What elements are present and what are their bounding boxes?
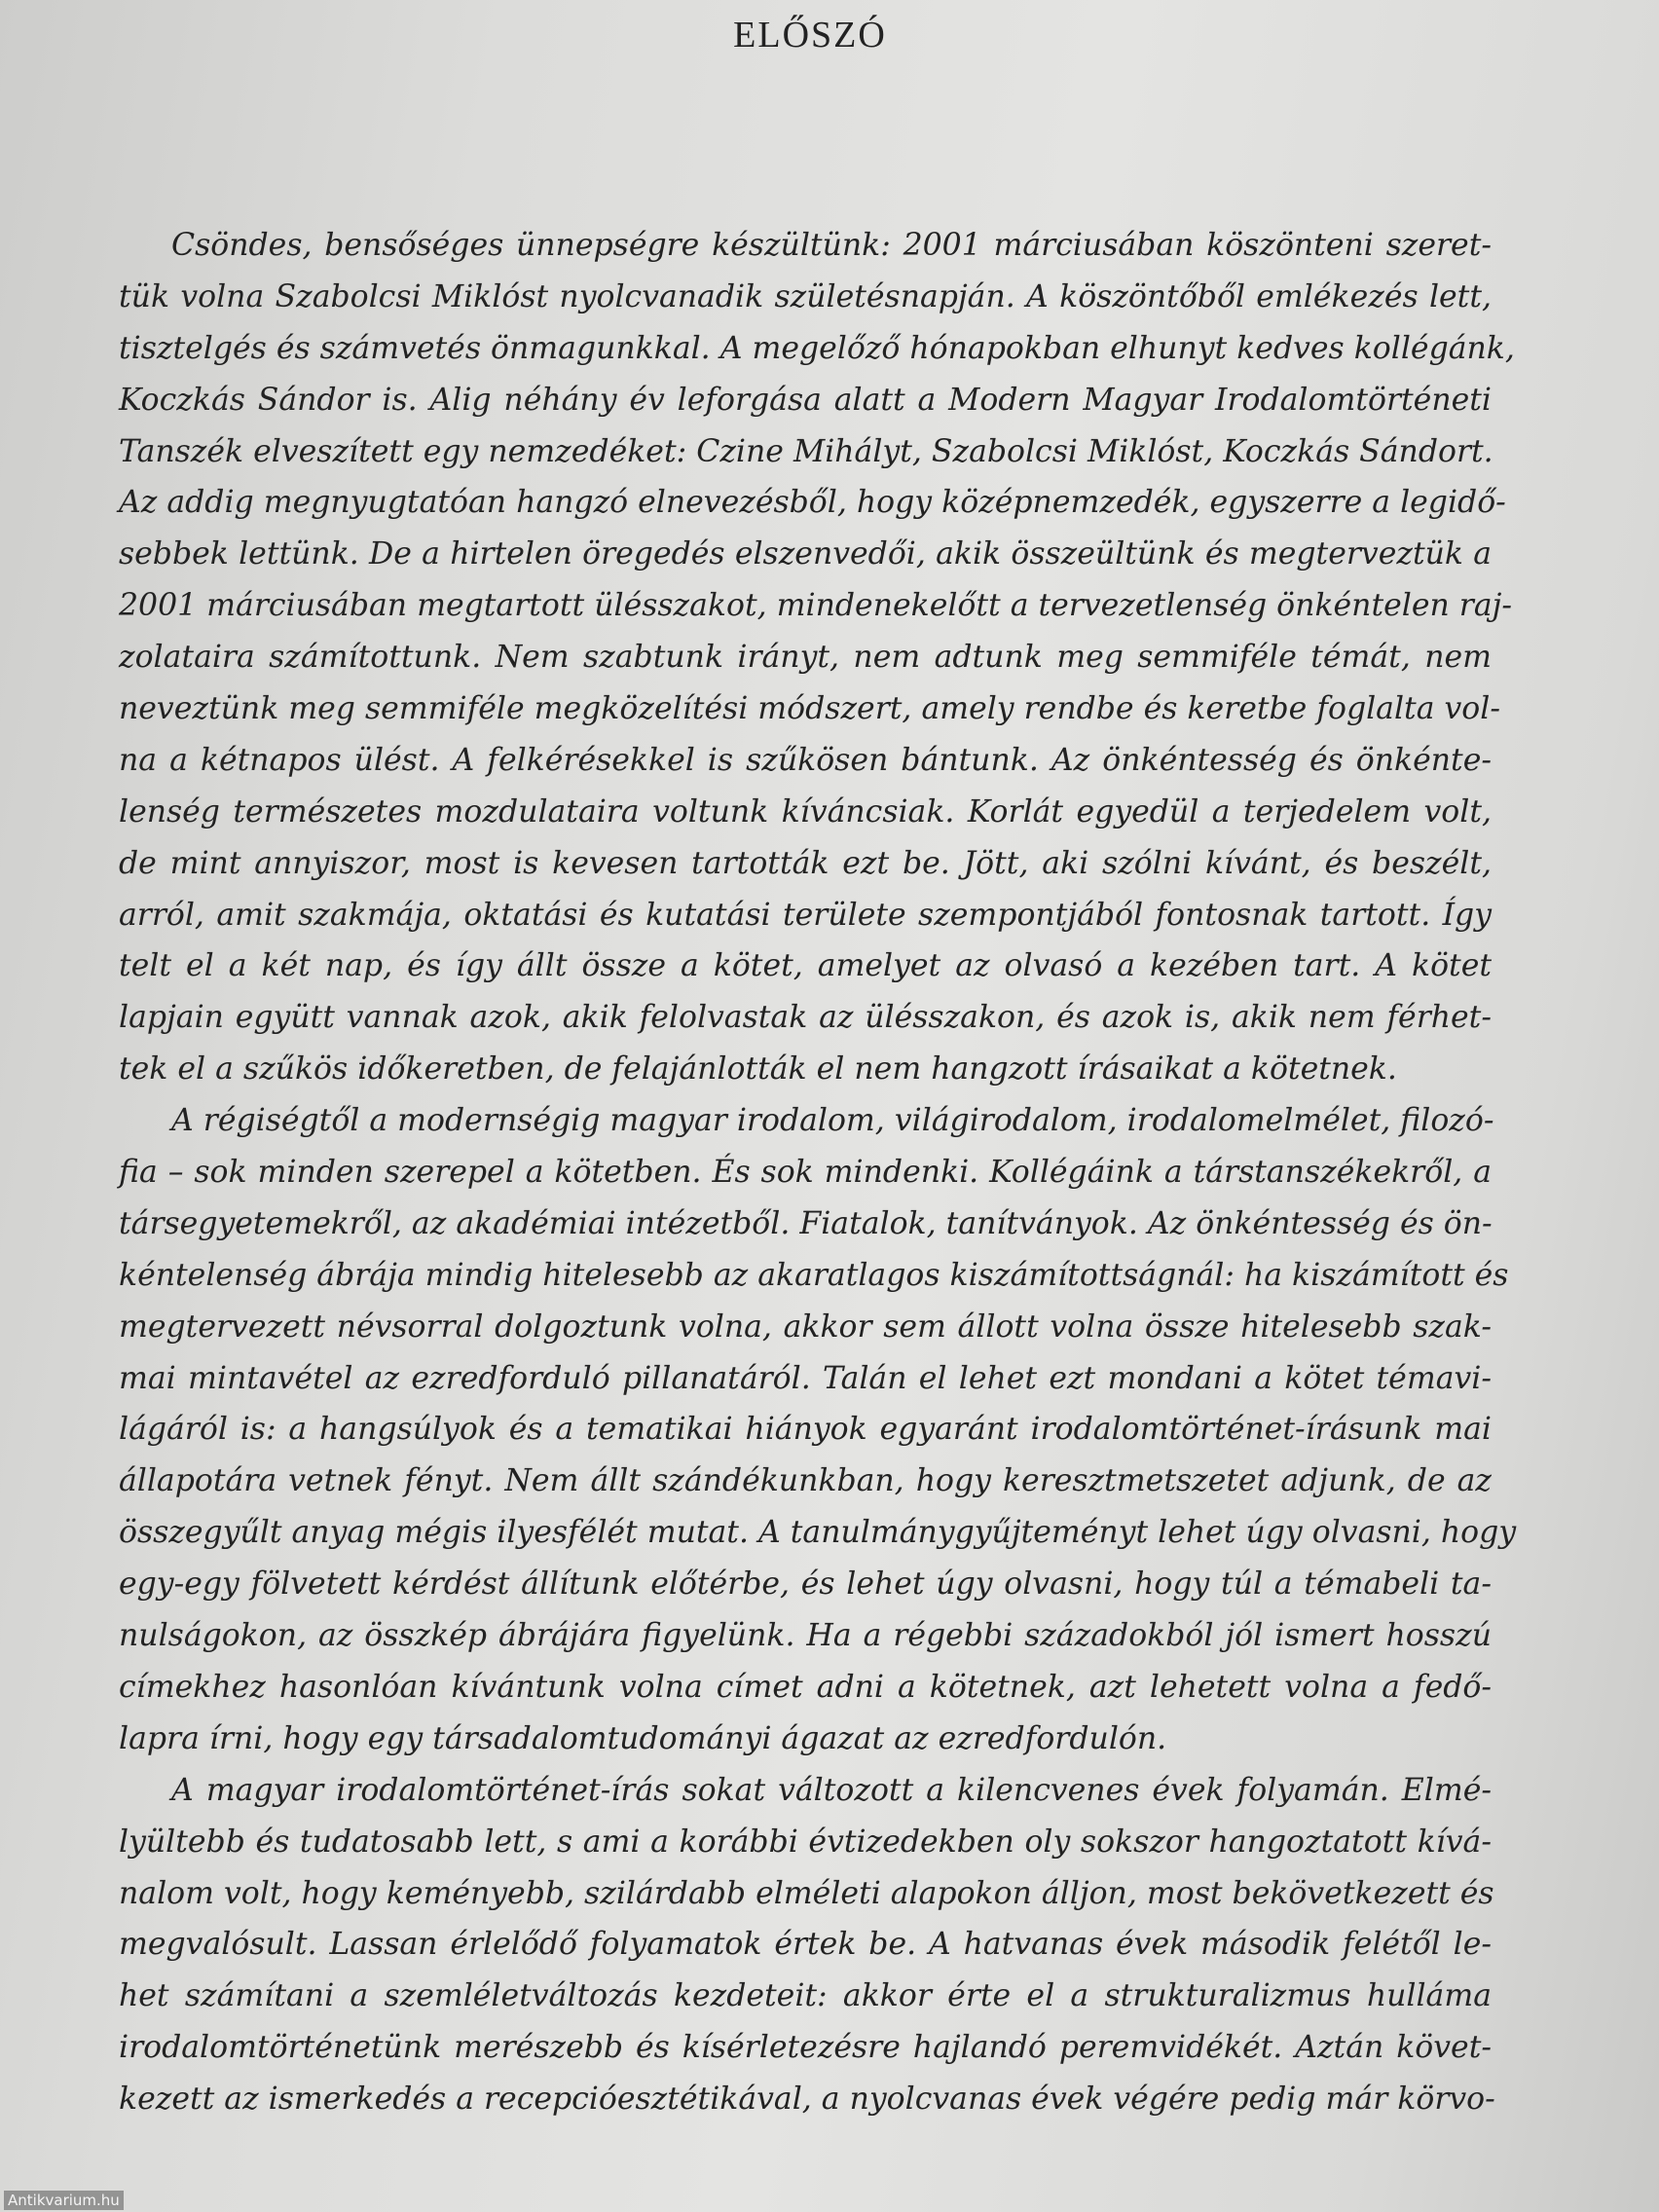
text-line: irodalomtörténetünk merészebb és kísérletezésre hajlandó peremvidékét. Aztán követ- bbox=[119, 2030, 1492, 2066]
text-line: Koczkás Sándor is. Alig néhány év leforgása alatt a Modern Magyar Irodalomtörténeti bbox=[119, 382, 1492, 418]
text-line: neveztünk meg semmiféle megközelítési módszert, amely rendbe és keretbe foglalta vol- bbox=[119, 691, 1500, 727]
text-line: mai mintavétel az ezredforduló pillanatáról. Talán el lehet ezt mondani a kötet témavi- bbox=[119, 1360, 1492, 1396]
text-line: társegyetemekről, az akadémiai intézetből. Fiatalok, tanítványok. Az önkéntesség és ön- bbox=[119, 1205, 1493, 1241]
text-line: kéntelenség ábrája mindig hitelesebb az akaratlagos kiszámítottságnál: ha kiszámított és bbox=[119, 1257, 1509, 1293]
text-line: A magyar irodalomtörténet-írás sokat változott a kilencvenes évek folyamán. Elmé- bbox=[171, 1772, 1492, 1808]
paragraph bbox=[119, 220, 1515, 1095]
text-line: tisztelgés és számvetés önmagunkkal. A megelőző hónapokban elhunyt kedves kollégánk, bbox=[119, 330, 1515, 366]
text-line: nalom volt, hogy keményebb, szilárdabb elméleti alapokon álljon, most bekövetkezett és bbox=[119, 1875, 1494, 1911]
text-line: megtervezett névsorral dolgoztunk volna, akkor sem állott volna össze hitelesebb szak- bbox=[119, 1309, 1492, 1345]
text-line: tük volna Szabolcsi Miklóst nyolcvanadik születésnapján. A köszöntőből emlékezés lett, bbox=[119, 278, 1492, 314]
text-line: A régiségtől a modernségig magyar irodalom, világirodalom, irodalomelmélet, filozó- bbox=[171, 1103, 1494, 1139]
text-line: sebbek lettünk. De a hirtelen öregedés elszenvedői, akik összeültünk és megterveztük a bbox=[119, 536, 1492, 572]
text-line: na a kétnapos ülést. A felkérésekkel is szűkösen bántunk. Az önkéntesség és önkénte- bbox=[119, 742, 1492, 778]
paragraph bbox=[119, 1095, 1517, 1765]
text-line: címekhez hasonlóan kívántunk volna címet adni a kötetnek, azt lehetett volna a fedő- bbox=[119, 1669, 1492, 1705]
text-line: zolataira számítottunk. Nem szabtunk irányt, nem adtunk meg semmiféle témát, nem bbox=[119, 640, 1492, 676]
text-line: nulságokon, az összkép ábrájára figyelünk. Ha a régebbi századokból jól ismert hosszú bbox=[119, 1618, 1492, 1654]
text-line: lyültebb és tudatosabb lett, s ami a korábbi évtizedekben oly sokszor hangoztatott kívá- bbox=[119, 1824, 1492, 1860]
text-line: fia – sok minden szerepel a kötetben. És sok mindenki. Kollégáink a társtanszékekről, a bbox=[119, 1155, 1492, 1191]
text-line: egy-egy fölvetett kérdést állítunk előtérbe, és lehet úgy olvasni, hogy túl a témabeli ta- bbox=[119, 1567, 1492, 1603]
text-line: lenség természetes mozdulataira voltunk kíváncsiak. Korlát egyedül a terjedelem volt, bbox=[119, 793, 1492, 830]
text-line: lágáról is: a hangsúlyok és a tematikai hiányok egyaránt irodalomtörténet-írásunk mai bbox=[119, 1412, 1492, 1448]
text-line: összegyűlt anyag mégis ilyesfélét mutat. A tanulmánygyűjteményt lehet úgy olvasni, hogy bbox=[119, 1515, 1517, 1551]
text-line: állapotára vetnek fényt. Nem állt szándékunkban, hogy keresztmetszetet adjunk, de az bbox=[119, 1463, 1492, 1499]
text-line: kezett az ismerkedés a recepcióesztétikával, a nyolcvanas évek végére pedig már körvo- bbox=[119, 2082, 1495, 2118]
page-title: ELŐSZÓ bbox=[733, 15, 887, 55]
text-line: Az addig megnyugtatóan hangzó elnevezésből, hogy középnemzedék, egyszerre a legidő- bbox=[119, 485, 1506, 521]
text-line: Tanszék elveszített egy nemzedéket: Czine Mihályt, Szabolcsi Miklóst, Koczkás Sándort. bbox=[119, 433, 1493, 469]
paragraph bbox=[119, 1765, 1495, 2125]
text-line: telt el a két nap, és így állt össze a kötet, amelyet az olvasó a kezében tart. A kötet bbox=[119, 948, 1492, 984]
text-line: het számítani a szemléletváltozás kezdeteit: akkor érte el a strukturalizmus hulláma bbox=[119, 1978, 1492, 2014]
watermark: Antikvarium.hu bbox=[4, 2191, 124, 2210]
text-line: arról, amit szakmája, oktatási és kutatási területe szempontjából fontosnak tartott. Így bbox=[119, 897, 1492, 933]
body-text bbox=[119, 220, 1517, 2125]
text-line: de mint annyiszor, most is kevesen tartották ezt be. Jött, aki szólni kívánt, és beszélt, bbox=[119, 845, 1492, 881]
text-line: megvalósult. Lassan érlelődő folyamatok értek be. A hatvanas évek második felétől le- bbox=[119, 1927, 1492, 1963]
text-line: Csöndes, bensőséges ünnepségre készültünk: 2001 márciusában köszönteni szeret- bbox=[171, 228, 1492, 263]
text-line: lapjain együtt vannak azok, akik felolvastak az ülésszakon, és azok is, akik nem férhet- bbox=[119, 1000, 1492, 1036]
text-line: 2001 márciusában megtartott ülésszakot, mindenekelőtt a tervezetlenség önkéntelen raj- bbox=[119, 588, 1513, 624]
text-line: lapra írni, hogy egy társadalomtudományi ágazat az ezredfordulón. bbox=[119, 1720, 1167, 1756]
text-line: tek el a szűkös időkeretben, de felajánlották el nem hangzott írásaikat a kötetnek. bbox=[119, 1051, 1397, 1088]
